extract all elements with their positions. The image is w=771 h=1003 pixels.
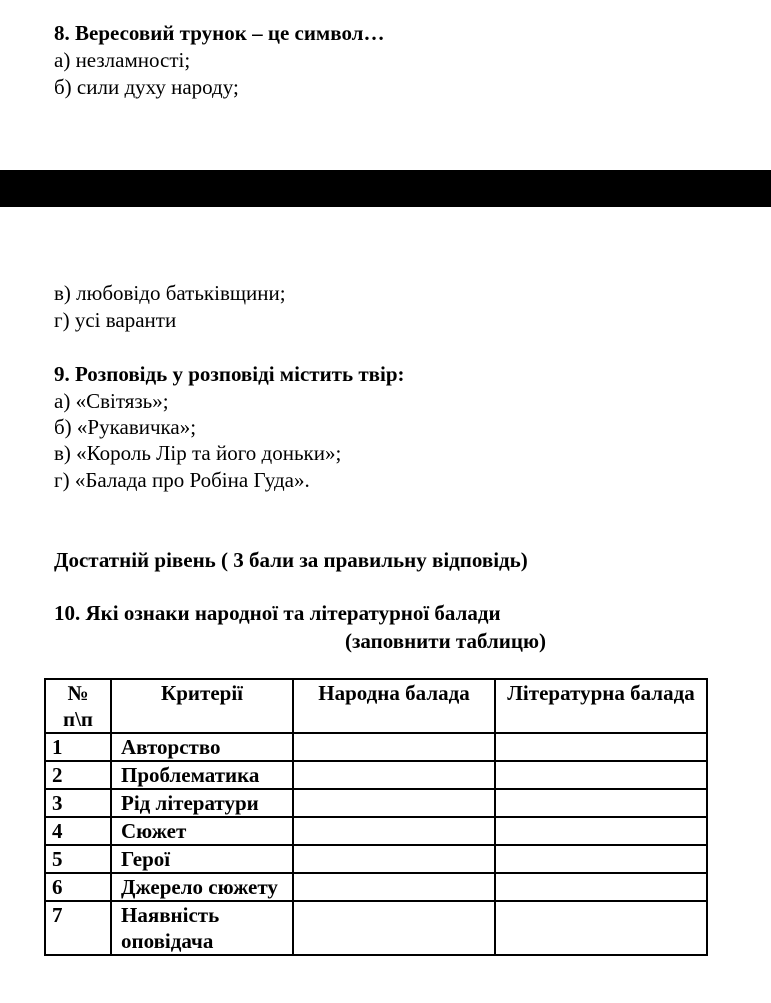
row-number: 2 (45, 761, 111, 789)
ballad-table (44, 678, 708, 956)
folk-cell[interactable] (293, 873, 495, 901)
literary-cell[interactable] (495, 845, 707, 873)
option: а) «Світязь»; (54, 389, 169, 413)
literary-cell[interactable] (495, 733, 707, 761)
literary-cell[interactable] (495, 901, 707, 955)
row-criterion: Джерело сюжету (111, 873, 293, 901)
redaction-bar (0, 170, 771, 207)
table-row (45, 817, 707, 845)
question-8-title: 8. Вересовий трунок – це символ… (54, 21, 385, 45)
row-number: 4 (45, 817, 111, 845)
row-number: 1 (45, 733, 111, 761)
folk-cell[interactable] (293, 761, 495, 789)
literary-cell[interactable] (495, 789, 707, 817)
option: б) сили духу народу; (54, 75, 239, 99)
table-row (45, 733, 707, 761)
literary-cell[interactable] (495, 817, 707, 845)
row-criterion: Рід літератури (111, 789, 293, 817)
folk-cell[interactable] (293, 901, 495, 955)
table-row (45, 845, 707, 873)
row-criterion: Сюжет (111, 817, 293, 845)
option: г) усі варанти (54, 308, 177, 332)
header-number: № п\п (45, 679, 111, 733)
literary-cell[interactable] (495, 873, 707, 901)
row-number: 7 (45, 901, 111, 955)
option: а) незламності; (54, 48, 191, 72)
table-row (45, 761, 707, 789)
question-10-subtitle: (заповнити таблицю) (345, 629, 547, 653)
folk-cell[interactable] (293, 845, 495, 873)
folk-cell[interactable] (293, 733, 495, 761)
level-heading: Достатній рівень ( 3 бали за правильну відповідь) (54, 548, 528, 572)
table-header (45, 679, 707, 733)
option: в) «Король Лір та його доньки»; (54, 441, 342, 465)
row-criterion: Герої (111, 845, 293, 873)
row-number: 6 (45, 873, 111, 901)
question-9-title: 9. Розповідь у розповіді містить твір: (54, 362, 405, 386)
header-folk: Народна балада (293, 679, 495, 733)
literary-cell[interactable] (495, 761, 707, 789)
table-row (45, 789, 707, 817)
row-criterion: Авторство (111, 733, 293, 761)
table-row (45, 901, 707, 955)
header-criteria: Критерії (111, 679, 293, 733)
folk-cell[interactable] (293, 817, 495, 845)
row-criterion: Наявність оповідача (111, 901, 293, 955)
folk-cell[interactable] (293, 789, 495, 817)
option: в) любовідо батьківщини; (54, 281, 286, 305)
row-number: 3 (45, 789, 111, 817)
row-number: 5 (45, 845, 111, 873)
option: г) «Балада про Робіна Гуда». (54, 468, 310, 492)
row-criterion: Проблематика (111, 761, 293, 789)
question-10-title: 10. Які ознаки народної та літературної балади (54, 601, 501, 625)
option: б) «Рукавичка»; (54, 415, 197, 439)
header-literary: Літературна балада (495, 679, 707, 733)
table-row (45, 873, 707, 901)
